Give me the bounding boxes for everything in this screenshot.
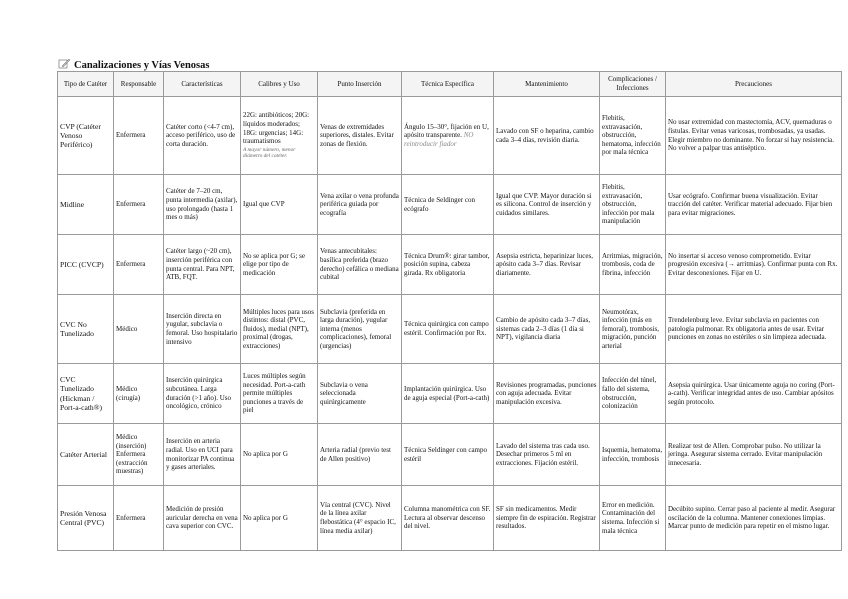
cell-complicaciones: Infección del túnel, fallo del sistema, obstrucción, colonización: [600, 364, 666, 424]
cell-responsable: Enfermera: [114, 97, 164, 175]
cell-calibres: No aplica por G: [241, 424, 318, 486]
cell-precauciones: Trendelenburg leve. Evitar subclavia en pacientes con patología pulmonar. Rx obligatoria antes de usar. Evitar punciones en zonas no estériles o sin limpieza adecuada.: [666, 295, 842, 364]
cell-tipo: CVC No Tunelizado: [58, 295, 114, 364]
cell-complicaciones: Flebitis, extravasación, obstrucción, infección por mala manipulación: [600, 175, 666, 235]
calibres-note: A mayor número, menor diámetro del catéter.: [243, 146, 296, 160]
cell-responsable: Enfermera: [114, 486, 164, 551]
cell-mantenimiento: Cambio de apósito cada 3–7 días, sistemas cada 2–3 días (1 día si NPT), vigilancia diaria: [494, 295, 600, 364]
cell-tecnica: [402, 97, 494, 175]
cell-complicaciones: Arritmias, migración, trombosis, coda de fibrina, infección: [600, 235, 666, 295]
cell-tecnica: Técnica Drum®: girar tambor, posición supina, cabeza girada. Rx obligatoria: [402, 235, 494, 295]
cell-complicaciones: Flebitis, extravasación, obstrucción, hematoma, infección por mala técnica: [600, 97, 666, 175]
cell-complicaciones: Neumotórax, infección (más en femoral), trombosis, migración, punción arterial: [600, 295, 666, 364]
cell-responsable: Enfermera: [114, 175, 164, 235]
cell-tecnica: Técnica de Seldinger con ecógrafo: [402, 175, 494, 235]
header-tipo: Tipo de Catéter: [58, 72, 114, 97]
calibres-text: 22G: antibióticos; 20G: líquidos moderados; 18G: urgencias; 14G: traumatismos: [243, 111, 310, 146]
cell-tecnica: Técnica quirúrgica con campo estéril. Confirmación por Rx.: [402, 295, 494, 364]
cell-caracteristicas: Inserción en arteria radial. Uso en UCI para monitorizar PA continua y gases arteriales.: [164, 424, 241, 486]
cell-mantenimiento: SF sin medicamentos. Medir siempre fin de espiración. Registrar resultados.: [494, 486, 600, 551]
cell-insercion: Venas de extremidades superiores, distales. Evitar zonas de flexión.: [318, 97, 402, 175]
table-row: [58, 486, 842, 551]
cell-mantenimiento: Igual que CVP. Mayor duración si es silicona. Control de inserción y cuidados similares.: [494, 175, 600, 235]
header-responsable: Responsable: [114, 72, 164, 97]
cell-responsable: Médico (inserción) Enfermera (extracción muestras): [114, 424, 164, 486]
header-calibres: Calibres y Uso: [241, 72, 318, 97]
cell-responsable: Enfermera: [114, 235, 164, 295]
cell-precauciones: No usar extremidad con mastectomía, ACV, quemaduras o fístulas. Evitar venas varicosas, trombosadas, ya usadas. Elegir miembro no dominante. No forzar si hay resistencia. No volver a palpar tras antiséptico.: [666, 97, 842, 175]
cell-tipo: PICC (CVCP): [58, 235, 114, 295]
cell-caracteristicas: Inserción quirúrgica subcutánea. Larga duración (>1 año). Uso oncológico, crónico: [164, 364, 241, 424]
table-row: [58, 295, 842, 364]
cell-tipo: Presión Venosa Central (PVC): [58, 486, 114, 551]
cell-caracteristicas: Inserción directa en yugular, subclavia o femoral. Uso hospitalario intensivo: [164, 295, 241, 364]
header-tecnica: Técnica Específica: [402, 72, 494, 97]
cell-responsable: Médico: [114, 295, 164, 364]
cell-tecnica: Técnica Seldinger con campo estéril: [402, 424, 494, 486]
table-row: [58, 97, 842, 175]
cell-calibres: [241, 97, 318, 175]
cell-calibres: Múltiples luces para usos distintos: distal (PVC, fluidos), medial (NPT), proximal (drogas, extracciones): [241, 295, 318, 364]
cell-tecnica: Columna manométrica con SF. Lectura al observar descenso del nivel.: [402, 486, 494, 551]
cell-mantenimiento: Lavado con SF o heparina, cambio cada 3–4 días, revisión diaria.: [494, 97, 600, 175]
cell-calibres: No aplica por G: [241, 486, 318, 551]
cell-caracteristicas: Catéter corto (<4-7 cm), acceso periférico, uso de corta duración.: [164, 97, 241, 175]
cell-insercion: Vena axilar o vena profunda periférica guiada por ecografía: [318, 175, 402, 235]
cell-calibres: No se aplica por G; se elige por tipo de medicación: [241, 235, 318, 295]
header-mantenimiento: Mantenimiento: [494, 72, 600, 97]
table-row: [58, 175, 842, 235]
catheter-table: [57, 71, 842, 551]
cell-mantenimiento: Revisiones programadas, punciones con aguja adecuada. Evitar manipulación excesiva.: [494, 364, 600, 424]
note-pen-icon: [58, 58, 71, 72]
table-row: [58, 424, 842, 486]
cell-calibres: Igual que CVP: [241, 175, 318, 235]
table-row: [58, 235, 842, 295]
table-row: [58, 364, 842, 424]
cell-tipo: CVP (Catéter Venoso Periférico): [58, 97, 114, 175]
header-insercion: Punto Inserción: [318, 72, 402, 97]
page-title: [58, 58, 209, 72]
cell-responsable: Médico (cirugía): [114, 364, 164, 424]
cell-tecnica: Implantación quirúrgica. Uso de aguja especial (Port-a-cath): [402, 364, 494, 424]
cell-insercion: Subclavia (preferida en larga duración), yugular interna (menos complicaciones), femoral (urgencias): [318, 295, 402, 364]
cell-insercion: Subclavia o vena seleccionada quirúrgicamente: [318, 364, 402, 424]
cell-precauciones: Asepsia quirúrgica. Usar únicamente aguja no coring (Port-a-cath). Verificar integridad antes de uso. Cambiar apósitos según protocolo.: [666, 364, 842, 424]
header-caracteristicas: Características: [164, 72, 241, 97]
cell-complicaciones: Error en medición. Contaminación del sistema. Infección si mala técnica: [600, 486, 666, 551]
cell-precauciones: Decúbito supino. Cerrar paso al paciente al medir. Asegurar oscilación de la columna. Mantener conexiones limpias. Marcar punto de medición para repetir en el mismo lugar.: [666, 486, 842, 551]
table-header-row: [58, 72, 842, 97]
header-precauciones: Precauciones: [666, 72, 842, 97]
cell-tipo: Catéter Arterial: [58, 424, 114, 486]
cell-precauciones: Realizar test de Allen. Comprobar pulso. No utilizar la jeringa. Asegurar sistema cerrado. Evitar manipulación innecesaria.: [666, 424, 842, 486]
cell-caracteristicas: Medición de presión auricular derecha en vena cava superior con CVC.: [164, 486, 241, 551]
cell-tipo: CVC Tunelizado (Hickman / Port-a-cath®): [58, 364, 114, 424]
cell-insercion: Vía central (CVC). Nivel de la línea axilar flebostática (4° espacio IC, línea media axilar): [318, 486, 402, 551]
cell-complicaciones: Isquemia, hematoma, infección, trombosis: [600, 424, 666, 486]
header-complicaciones: Complicaciones / Infecciones: [600, 72, 666, 97]
cell-tipo: Midline: [58, 175, 114, 235]
cell-calibres: Luces múltiples según necesidad. Port-a-cath permite múltiples punciones a través de piel: [241, 364, 318, 424]
tecnica-text: Ángulo 15–30°, fijación en U, apósito transparente.: [404, 122, 489, 140]
cell-caracteristicas: Catéter de 7–20 cm, punta intermedia (axilar), uso prolongado (hasta 1 mes o más): [164, 175, 241, 235]
tecnica-note: NO reintroducir fiador: [404, 131, 474, 148]
title-text: Canalizaciones y Vías Venosas: [74, 59, 210, 71]
cell-insercion: Arteria radial (previo test de Allen positivo): [318, 424, 402, 486]
cell-precauciones: No insertar si acceso venoso comprometido. Evitar progresión excesiva (→ arritmias). Confirmar punta con Rx. Evitar desconexiones. Fijar en U.: [666, 235, 842, 295]
cell-mantenimiento: Asepsia estricta, heparinizar luces, apósito cada 3–7 días. Revisar diariamente.: [494, 235, 600, 295]
cell-insercion: Venas antecubitales: basílica preferida (brazo derecho) cefálica o mediana cubital: [318, 235, 402, 295]
cell-caracteristicas: Catéter largo (~20 cm), inserción periférica con punta central. Para NPT, ATB, FQT.: [164, 235, 241, 295]
cell-mantenimiento: Lavado del sistema tras cada uso. Desechar primeros 5 ml en extracciones. Fijación estéril.: [494, 424, 600, 486]
cell-precauciones: Usar ecógrafo. Confirmar buena visualización. Evitar tracción del catéter. Verificar material adecuado. Fijar bien para evitar migraciones.: [666, 175, 842, 235]
